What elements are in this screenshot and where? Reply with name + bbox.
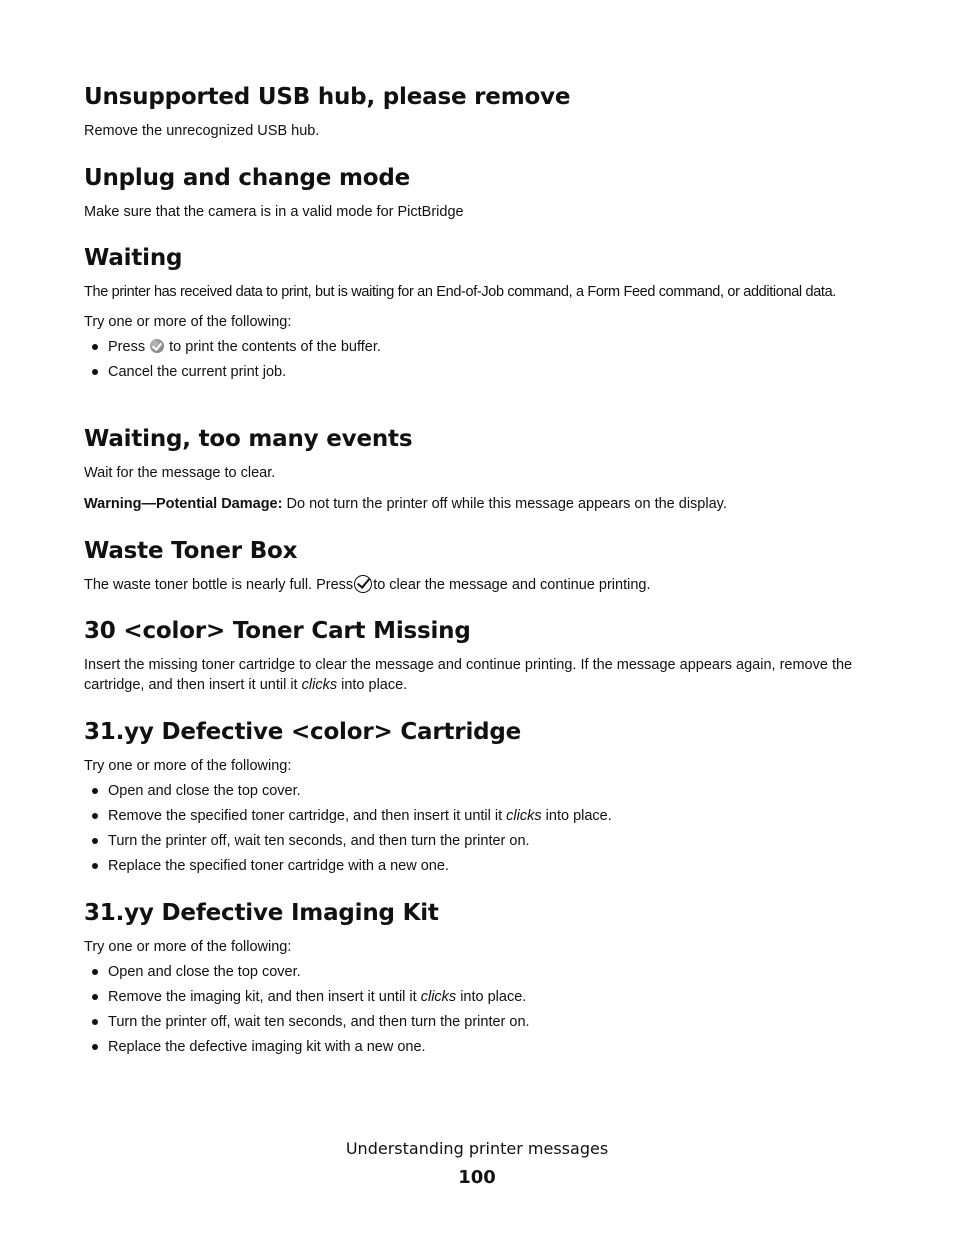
paragraph-text: to clear the message and continue printing. bbox=[373, 577, 651, 593]
bullet-dot bbox=[92, 863, 98, 869]
bullet-dot bbox=[92, 1019, 98, 1025]
section-defective-color-cartridge bbox=[84, 718, 874, 881]
warning-label: Warning—Potential Damage: bbox=[84, 496, 283, 512]
section-heading: Waste Toner Box bbox=[84, 538, 298, 564]
section-paragraph: Try one or more of the following: bbox=[84, 758, 292, 774]
section-heading: 31.yy Defective <color> Cartridge bbox=[84, 719, 522, 745]
bullet-dot bbox=[92, 344, 98, 350]
list-item-text: Open and close the top cover. bbox=[108, 783, 301, 799]
bullet-dot bbox=[92, 969, 98, 975]
section-defective-imaging-kit bbox=[84, 899, 874, 1062]
list-item-text: into place. bbox=[460, 989, 527, 1005]
list-item bbox=[84, 806, 874, 831]
bullet-dot bbox=[92, 788, 98, 794]
section-waste-toner-box bbox=[84, 537, 874, 595]
emphasis-text: clicks bbox=[420, 989, 457, 1005]
bullet-list bbox=[84, 781, 874, 881]
warning-paragraph bbox=[84, 494, 874, 514]
section-waiting bbox=[84, 244, 874, 387]
list-item bbox=[84, 987, 874, 1012]
bullet-dot bbox=[92, 994, 98, 1000]
paragraph-text: The waste toner bottle is nearly full. Press bbox=[84, 577, 354, 593]
page-number: 100 bbox=[458, 1167, 496, 1188]
check-button-icon bbox=[150, 339, 164, 353]
bullet-list bbox=[84, 962, 874, 1062]
section-heading: 31.yy Defective Imaging Kit bbox=[84, 900, 439, 926]
list-item bbox=[84, 856, 874, 881]
section-paragraph bbox=[84, 575, 874, 595]
list-item-text: Turn the printer off, wait ten seconds, and then turn the printer on. bbox=[108, 833, 530, 849]
list-item bbox=[84, 962, 874, 987]
section-paragraph: The printer has received data to print, but is waiting for an End-of-Job command, a Form Feed command, or additional data. bbox=[84, 284, 836, 300]
section-heading: Waiting, too many events bbox=[84, 426, 413, 452]
list-item bbox=[84, 781, 874, 806]
list-item bbox=[84, 1037, 874, 1062]
section-paragraph: Make sure that the camera is in a valid mode for PictBridge bbox=[84, 204, 464, 220]
section-unsupported-usb-hub bbox=[84, 83, 874, 141]
section-heading: Unsupported USB hub, please remove bbox=[84, 84, 571, 110]
section-waiting-too-many-events bbox=[84, 425, 874, 514]
check-button-icon bbox=[354, 575, 372, 593]
list-item-text: Turn the printer off, wait ten seconds, and then turn the printer on. bbox=[108, 1014, 530, 1030]
bullet-dot bbox=[92, 813, 98, 819]
list-item bbox=[84, 362, 874, 387]
section-heading: 30 <color> Toner Cart Missing bbox=[84, 618, 471, 644]
section-paragraph: Wait for the message to clear. bbox=[84, 465, 276, 481]
list-item-text: Replace the specified toner cartridge with a new one. bbox=[108, 858, 449, 874]
section-paragraph: Try one or more of the following: bbox=[84, 314, 292, 330]
list-item-text: Cancel the current print job. bbox=[108, 364, 287, 380]
list-item-text: Remove the imaging kit, and then insert it until it bbox=[108, 989, 417, 1005]
list-item bbox=[84, 1012, 874, 1037]
list-item-text: into place. bbox=[545, 808, 612, 824]
section-paragraph: Try one or more of the following: bbox=[84, 939, 292, 955]
list-item bbox=[84, 831, 874, 856]
section-paragraph bbox=[84, 655, 874, 695]
bullet-list bbox=[84, 337, 874, 387]
bullet-dot bbox=[92, 838, 98, 844]
list-item-text: to print the contents of the buffer. bbox=[169, 339, 381, 355]
list-item-text: Open and close the top cover. bbox=[108, 964, 301, 980]
paragraph-text: Insert the missing toner cartridge to clear the message and continue printing. If the message appears again, remove the cartridge, and then insert it until it bbox=[84, 657, 853, 693]
paragraph-text: into place. bbox=[341, 677, 408, 693]
bullet-dot bbox=[92, 369, 98, 375]
section-unplug-change-mode bbox=[84, 164, 874, 222]
footer-section-label: Understanding printer messages bbox=[345, 1139, 609, 1158]
section-toner-cart-missing bbox=[84, 617, 874, 695]
emphasis-text: clicks bbox=[506, 808, 542, 824]
section-paragraph: Remove the unrecognized USB hub. bbox=[84, 123, 320, 139]
section-heading: Waiting bbox=[84, 245, 183, 271]
bullet-dot bbox=[92, 1044, 98, 1050]
list-item-text: Replace the defective imaging kit with a new one. bbox=[108, 1039, 426, 1055]
list-item-text: Remove the specified toner cartridge, and then insert it until it bbox=[108, 808, 503, 824]
emphasis-text: clicks bbox=[301, 677, 338, 693]
list-item bbox=[84, 337, 874, 362]
warning-text: Do not turn the printer off while this message appears on the display. bbox=[286, 496, 727, 512]
list-item-text: Press bbox=[108, 339, 146, 355]
section-heading: Unplug and change mode bbox=[84, 165, 411, 191]
